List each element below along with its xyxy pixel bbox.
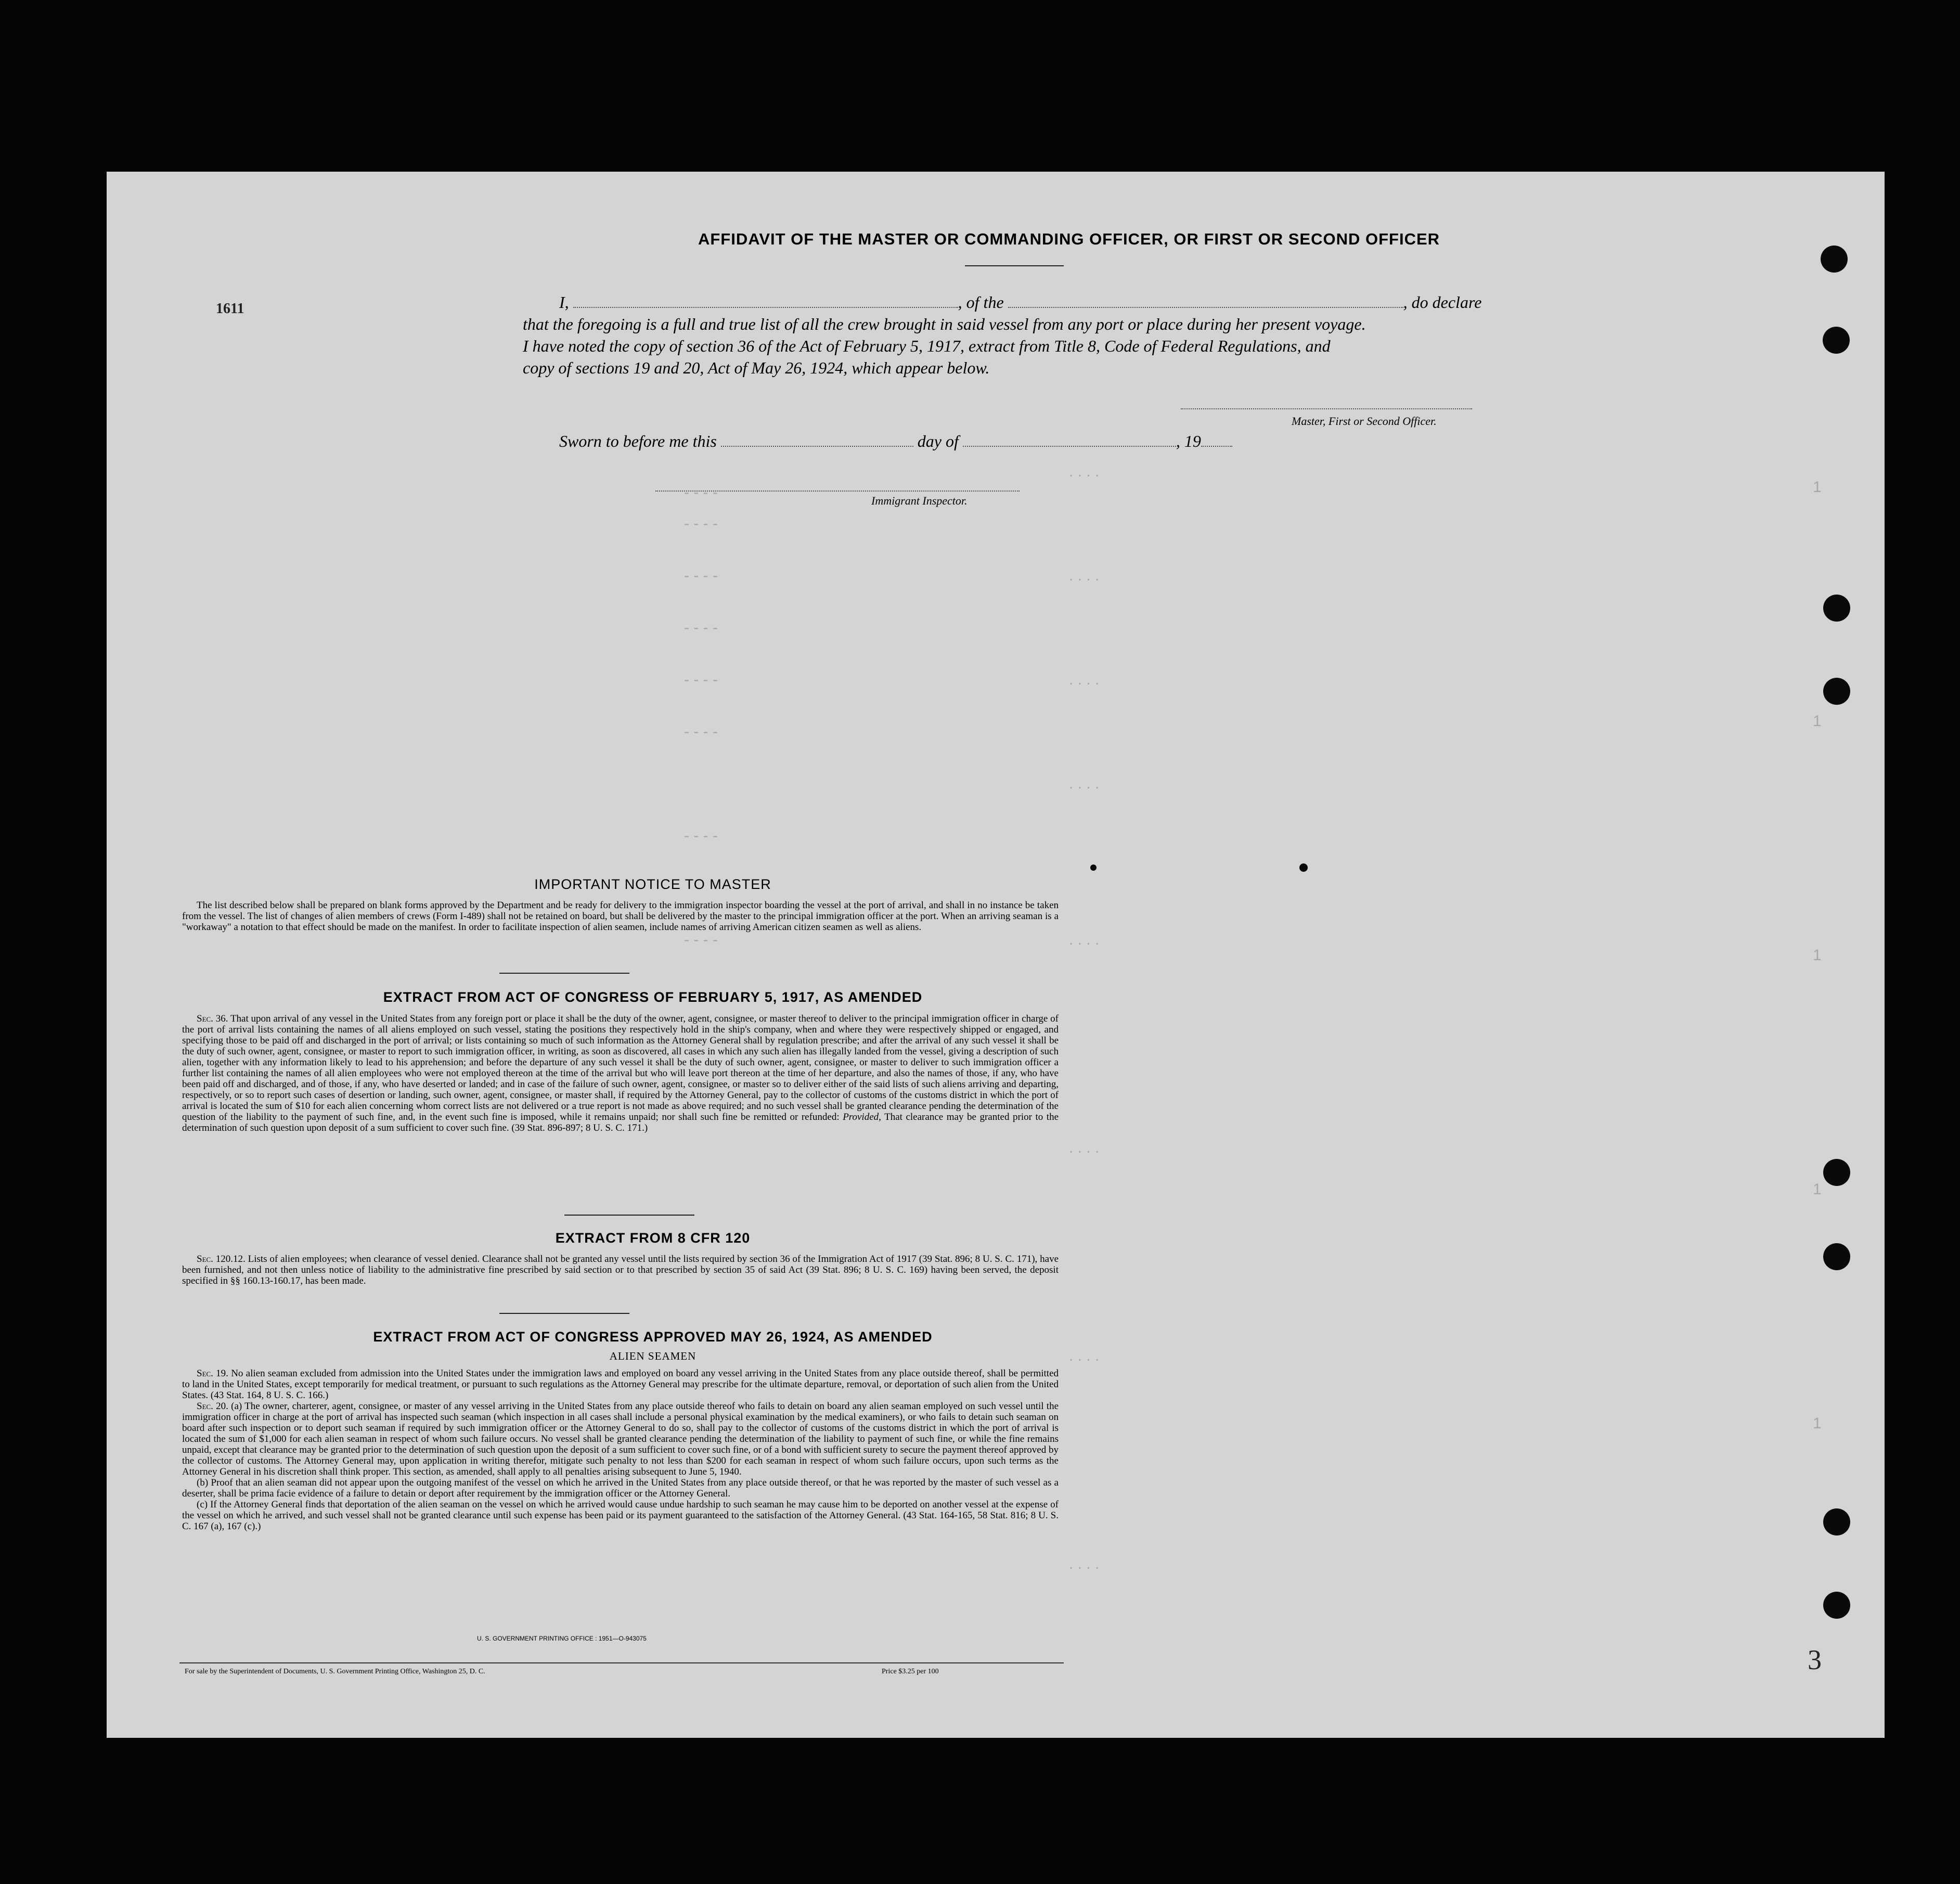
- sec-36-text: That upon arrival of any vessel in the United States from any foreign port or place it shall be the duty of the owner, agent, consignee, or master thereof to deliver to the principal immigration officer in charge of the port of arrival lists containing the names of all aliens employed on such vessel, stating the positions they respectively hold in the ship's company, when and where they were respectively shipped or engaged, and specifying those to be paid off and discharged in the port of arrival; or lists containing so much of such information as the Attorney General shall by regulation prescribe; and after the arrival of any such vessel it shall be the duty of such owner, agent, consignee, or master to report to such immigration officer, in writing, as soon as discovered, all cases in which any such alien has illegally landed from the vessel, giving a description of such alien, together with any information likely to lead to his apprehension; and before the departure of any such vessel it shall be the duty of such owner, agent, consignee, or master to deliver to such immigration officer a further list containing the names of all alien employees who were not employed thereon at the time of the arrival but who will leave port thereon at the time of her departure, and also the names of those, if any, who have been paid off and discharged, and of those, if any, who have deserted or landed; and in case of the failure of such owner, agent, consignee, or master so to deliver either of the said lists of such aliens arriving and departing, respectively, or so to report such cases of desertion or landing, such owner, agent, consignee, or master shall, if required by the Attorney General, pay to the collector of customs of the customs district in which the port of arrival is located the sum of $10 for each alien concerning whom correct lists are not delivered or a true report is not made as above required; and no such vessel shall be granted clearance pending the determination of the question of the liability to the payment of such fine, and, in the event such fine is imposed, while it remains unpaid; nor shall such fine be remitted or refunded:: [182, 1013, 1059, 1122]
- sec-120-text: Lists of alien employees; when clearance of vessel denied. Clearance shall not be granted any vessel until the lists required by section 36 of the Immigration Act of 1917 (39 Stat. 896; 8 U. S. C. 171), have been furnished, and not then unless notice of liability to the administrative fine prescribed by said section or to that prescribed by section 35 of said Act (39 Stat. 896; 8 U. S. C. 169) having been served, the deposit specified in §§ 160.13-160.17, has been made.: [182, 1254, 1059, 1286]
- sec-36-text-end: That clearance may be granted prior to the determination of such question upon deposit of a sum sufficient to cover such fine. (39 Stat. 896-897; 8 U. S. C. 171.): [182, 1112, 1059, 1133]
- punch-hole: [1823, 1243, 1850, 1270]
- bleed-through-mark: . . . .: [1069, 931, 1100, 948]
- affidavit-title: AFFIDAVIT OF THE MASTER OR COMMANDING OFFICER, OR FIRST OR SECOND OFFICER: [698, 230, 1440, 248]
- sec-120-label: Sec. 120.12.: [197, 1254, 246, 1264]
- i-label: I,: [559, 293, 569, 312]
- notice-paragraph: The list described below shall be prepared on blank forms approved by the Department and be ready for delivery to the immigration inspector boarding the vessel at the port of arrival, and shall in no instance be taken from the vessel. The list of changes of alien members of crews (Form I-489) shall not be retained on board, but shall be delivered by the master to the principal immigration officer at the port. When an arriving seaman is a "workaway" a notation to that effect should be made on the manifest. In order to facilitate inspection of alien seamen, include names of arriving American citizen seamen as well as aliens.: [182, 900, 1059, 933]
- sec-20-label: Sec. 20.: [197, 1401, 228, 1412]
- footer-rule: [179, 1662, 1064, 1663]
- inspector-signature-line: [655, 491, 1020, 492]
- handwritten-number: 1611: [216, 301, 244, 317]
- bleed-through-mark: . . . .: [1069, 463, 1100, 480]
- sworn-line: [559, 432, 1232, 451]
- price-note: Price $3.25 per 100: [882, 1668, 939, 1675]
- month-blank: [963, 433, 1176, 447]
- title-rule: [965, 265, 1064, 266]
- declaration-line: I have noted the copy of section 36 of the Act of February 5, 1917, extract from Title 8, Code of Federal Regulations, and: [523, 337, 1331, 355]
- bleed-through-mark: . . . .: [1069, 1347, 1100, 1364]
- bleed-through-mark: - - - -: [684, 671, 718, 688]
- sec-36-paragraph: [182, 1013, 1059, 1133]
- bleed-through-mark: 1: [1813, 1415, 1822, 1432]
- bleed-through-mark: . . . .: [1069, 671, 1100, 688]
- gpo-imprint: U. S. GOVERNMENT PRINTING OFFICE : 1951—O-943075: [477, 1635, 647, 1642]
- bleed-through-mark: - - - -: [684, 619, 718, 636]
- handwritten-number: 3: [1808, 1644, 1822, 1675]
- ink-dot: [1299, 863, 1308, 872]
- declaration-line: that the foregoing is a full and true list of all the crew brought in said vessel from any port or place during her present voyage.: [523, 315, 1366, 333]
- sec-19-paragraph: [182, 1368, 1059, 1401]
- day-blank: [721, 433, 913, 447]
- bleed-through-mark: - - - -: [684, 723, 718, 740]
- bleed-through-mark: 1: [1813, 947, 1822, 964]
- vessel-blank: [1008, 294, 1403, 308]
- do-declare-label: , do declare: [1403, 293, 1482, 312]
- bleed-through-mark: - - - -: [684, 931, 718, 948]
- name-blank: [573, 294, 958, 308]
- extract-cfr-text: [182, 1254, 1059, 1286]
- bleed-through-mark: 1: [1813, 713, 1822, 730]
- sec-36-label: Sec. 36.: [197, 1013, 228, 1024]
- bleed-through-mark: 1: [1813, 479, 1822, 496]
- year-label: , 19: [1176, 432, 1201, 450]
- extract-1924-title: EXTRACT FROM ACT OF CONGRESS APPROVED MAY 26, 1924, AS AMENDED: [373, 1329, 933, 1345]
- bleed-through-mark: . . . .: [1069, 775, 1100, 792]
- declaration-line: copy of sections 19 and 20, Act of May 26, 1924, which appear below.: [523, 358, 990, 377]
- document-page: [107, 172, 1885, 1738]
- punch-hole: [1823, 595, 1850, 622]
- bleed-through-mark: . . . .: [1069, 1555, 1100, 1572]
- officer-signature-line: [1181, 408, 1472, 409]
- punch-hole: [1823, 1508, 1850, 1535]
- sec-20a-paragraph: [182, 1401, 1059, 1477]
- divider: [499, 1313, 629, 1314]
- sec-20a-text: (a) The owner, charterer, agent, consignee, or master of any vessel arriving in the United States from any place outside thereof who fails to detain on board any alien seaman employed on such vessel until the immigration officer in charge at the port of arrival has inspected such seaman (which inspection in all cases shall include a personal physical examination by the medical examiners), or who fails to detain such seaman on board after such inspection or to deport such seaman if required by such immigration officer or the Attorney General to do so, shall pay to the collector of customs of the customs district in which the port of arrival is located the sum of $1,000 for each alien seaman in respect of whom such failure occurs. No vessel shall be granted clearance pending the determination of the liability to payment of such fine, or while the fine remains unpaid, except that clearance may be granted prior to the determination of such question upon the deposit of a sum sufficient to cover such fine, or of a bond with sufficient surety to secure the payment thereof approved by the collector of customs. The Attorney General may, upon application in writing therefor, mitigate such penalty to not less than $200 for each seaman in respect of whom such failure occurs, upon such terms as the Attorney General in his discretion shall think proper. This section, as amended, shall apply to all penalties arising subsequent to June 5, 1940.: [182, 1401, 1059, 1477]
- bleed-through-mark: - - - -: [684, 827, 718, 844]
- inspector-caption: Immigrant Inspector.: [871, 494, 968, 507]
- declaration-text: [523, 291, 1641, 379]
- punch-hole: [1821, 246, 1848, 273]
- proviso-label: Provided,: [843, 1112, 881, 1122]
- bleed-through-mark: - - - -: [684, 515, 718, 532]
- divider: [499, 973, 629, 974]
- punch-hole: [1823, 327, 1850, 354]
- punch-hole: [1823, 1159, 1850, 1186]
- of-the-label: , of the: [958, 293, 1004, 312]
- sworn-prefix: Sworn to before me this: [559, 432, 717, 450]
- bleed-through-mark: - - - -: [684, 484, 718, 501]
- notice-title: IMPORTANT NOTICE TO MASTER: [534, 876, 771, 892]
- bleed-through-mark: - - - -: [684, 567, 718, 584]
- sec-19-label: Sec. 19.: [197, 1368, 228, 1379]
- bleed-through-mark: . . . .: [1069, 1139, 1100, 1156]
- punch-hole: [1823, 1592, 1850, 1619]
- extract-cfr-title: EXTRACT FROM 8 CFR 120: [555, 1230, 751, 1246]
- sec-20b-paragraph: (b) Proof that an alien seaman did not appear upon the outgoing manifest of the vessel on which he arrived in the United States from any place outside thereof, or that he was reported by the master of such vessel as a deserter, shall be prima facie evidence of a failure to detain or deport after requirement by the immigration officer or the Attorney General.: [182, 1477, 1059, 1499]
- sec-120-paragraph: [182, 1254, 1059, 1286]
- bleed-through-mark: 1: [1813, 1181, 1822, 1198]
- day-of-label: day of: [917, 432, 959, 450]
- officer-caption: Master, First or Second Officer.: [1292, 415, 1437, 428]
- extract-1924-text: [182, 1368, 1059, 1532]
- bleed-through-mark: . . . .: [1069, 567, 1100, 584]
- alien-seamen-heading: ALIEN SEAMEN: [609, 1350, 697, 1362]
- extract-1917-title: EXTRACT FROM ACT OF CONGRESS OF FEBRUARY 5, 1917, AS AMENDED: [383, 989, 923, 1005]
- sec-19-text: No alien seaman excluded from admission into the United States under the immigration laws and employed on board any vessel arriving in the United States from any place outside thereof, shall be permitted to land in the United States, except temporarily for medical treatment, or pursuant to such regulations as the Attorney General may prescribe for the ultimate departure, removal, or deportation of such alien from the United States. (43 Stat. 164, 8 U. S. C. 166.): [182, 1368, 1059, 1401]
- notice-text: [182, 900, 1059, 933]
- punch-hole: [1823, 678, 1850, 705]
- extract-1917-text: [182, 1013, 1059, 1133]
- sec-20c-paragraph: (c) If the Attorney General finds that deportation of the alien seaman on the vessel on which he arrived would cause undue hardship to such seaman he may cause him to be deported on another vessel at the expense of the vessel on which he arrived, and such vessel shall not be granted clearance until such expense has been paid or its payment guaranteed to the satisfaction of the Attorney General. (43 Stat. 164-165, 58 Stat. 816; 8 U. S. C. 167 (a), 167 (c).): [182, 1499, 1059, 1532]
- year-blank: [1201, 433, 1232, 447]
- ink-dot: [1090, 864, 1097, 871]
- for-sale-notice: For sale by the Superintendent of Documents, U. S. Government Printing Office, Washington 25, D. C.: [185, 1668, 485, 1675]
- divider: [564, 1215, 694, 1216]
